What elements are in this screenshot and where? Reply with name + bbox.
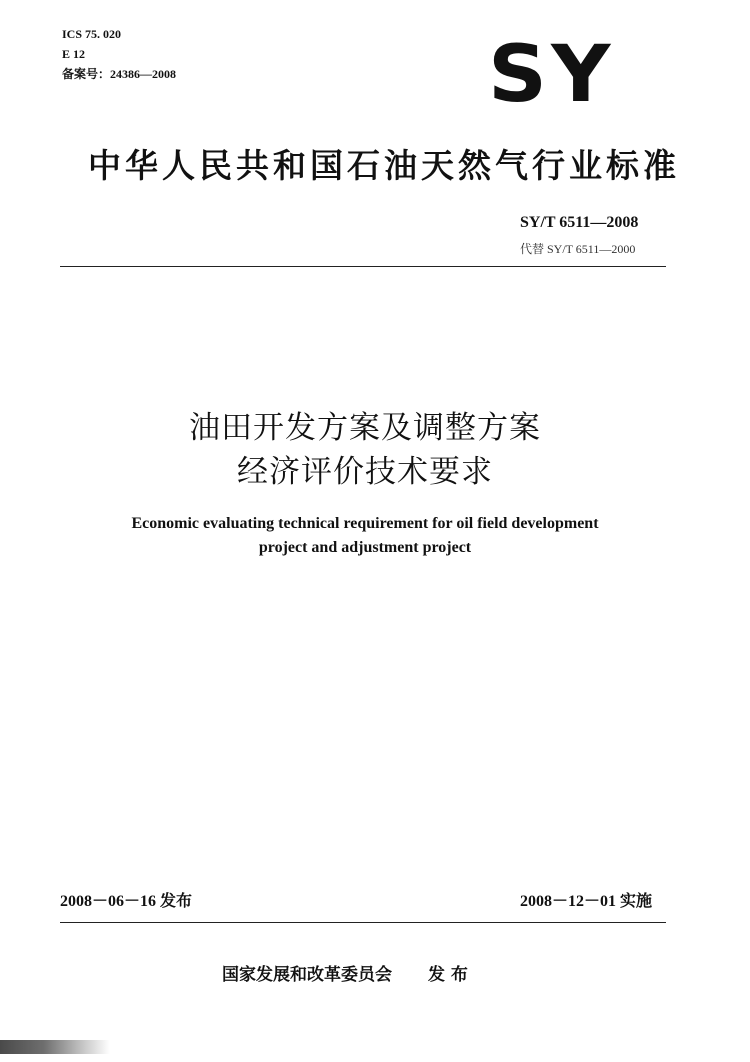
replaces-standard: 代替 SY/T 6511—2000 (520, 242, 636, 256)
title-cn-line1: 油田开发方案及调整方案 (189, 410, 541, 446)
bottom-divider (60, 922, 666, 923)
top-divider (60, 266, 666, 267)
standard-category-title: 中华人民共和国石油天然气行业标准 (88, 146, 680, 185)
ics-code: ICS 75. 020 (62, 27, 122, 41)
scan-artifact (0, 1040, 110, 1054)
filing-number: 备案号：24386—2008 (62, 67, 177, 81)
issuer-action: 发 布 (428, 965, 468, 985)
issuer-line (222, 960, 468, 985)
classification-code: E 12 (62, 47, 86, 61)
issuer-name: 国家发展和改革委员会 (222, 965, 392, 985)
document-metadata (62, 24, 176, 84)
title-en-line2: project and adjustment project (258, 539, 472, 556)
issue-date: 2008－06－16 发布 (60, 893, 193, 910)
standard-number: SY/T 6511—2008 (520, 214, 639, 231)
implementation-date: 2008－12－01 实施 (520, 893, 653, 910)
title-cn-line2: 经济评价技术要求 (237, 454, 493, 490)
sy-logo: SY (488, 30, 615, 120)
title-en-line1: Economic evaluating technical requirement for oil field development (131, 515, 599, 532)
